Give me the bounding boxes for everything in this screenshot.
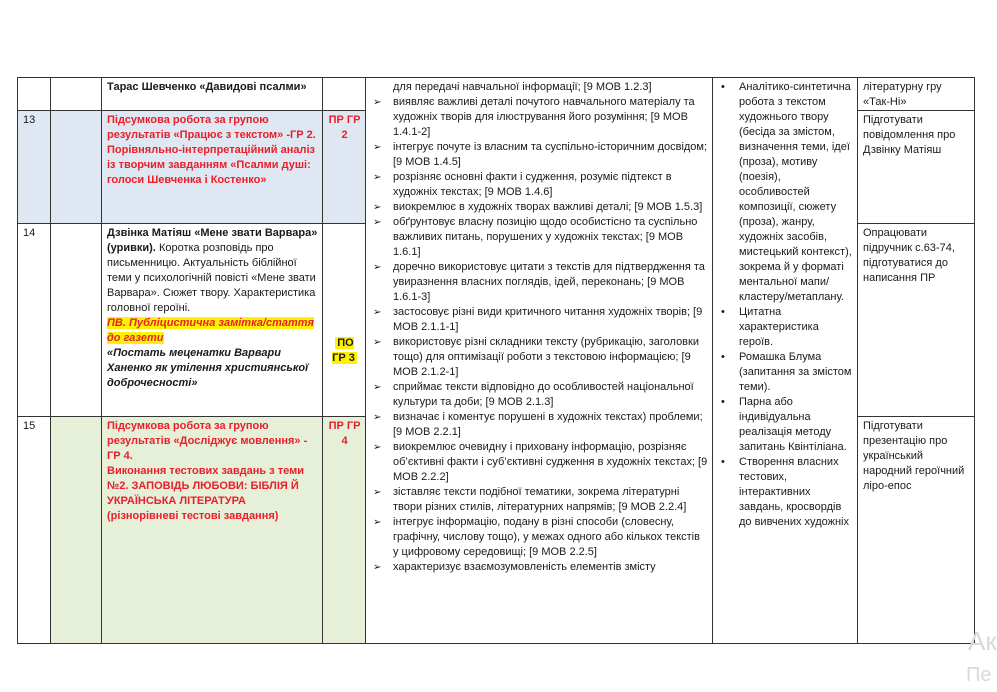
num-cell: 14 (18, 224, 51, 417)
topic-red-subheading: Виконання тестових завдань з теми №2. ЗАПОВІДЬ ЛЮБОВИ: БІБЛІЯ Й УКРАЇНСЬКА ЛІТЕРАТУРА (різнорівневі тестові завдання) (107, 465, 304, 522)
type-cell: ПР ГР 4 (323, 417, 366, 644)
topic-red-heading: Підсумкова робота за групою результатів «Працює з текстом» -ГР 2. (107, 114, 316, 141)
homework-cell (858, 417, 975, 644)
method-item: • Ромашка Блума (запитання за змістом теми). (718, 350, 853, 395)
topic-cell (102, 224, 323, 417)
topic-cell (102, 111, 323, 224)
watermark-line-1: Ак (968, 626, 997, 656)
num-cell: 13 (18, 111, 51, 224)
outcome-item: ➢ характеризує взаємозумовленість елементів змісту (371, 560, 708, 575)
outcome-item: ➢ виявляє важливі деталі почутого навчального матеріалу та художніх творів для ілюстрування його розуміння; [9 МОВ 1.4.1-2] (371, 95, 708, 140)
outcome-item: ➢ обґрунтовує власну позицію щодо особистісно та суспільно важливих питань, порушених у художніх текстах; [9 МОВ 1.6.1] (371, 215, 708, 260)
outcome-item: ➢ застосовує різні види критичного читання художніх творів; [9 МОВ 2.1.1-1] (371, 305, 708, 335)
type-cell: ПР ГР 2 (323, 111, 366, 224)
method-item: • Створення власних тестових, інтерактивних завдань, кросвордів до вивчених художніх (718, 455, 853, 530)
topic-title: Дзвінка Матіяш «Мене звати Варвара» (уривки). (107, 227, 318, 254)
outcome-item: ➢ виокремлює в художніх творах важливі деталі; [9 МОВ 1.5.3] (371, 200, 708, 215)
watermark-line-2: Пе (966, 664, 992, 686)
homework-cell (858, 224, 975, 417)
homework-cell (858, 78, 975, 111)
topic-highlight: ПВ. Публіцистична замітка/стаття до газети (107, 317, 315, 344)
outcome-item: для передачі навчальної інформації; [9 МОВ 1.2.3] (393, 81, 652, 93)
homework-cell (858, 111, 975, 224)
blank-cell (51, 78, 102, 111)
outcome-item: ➢ використовує різні складники тексту (рубрикацію, заголовки тощо) для оптимізації роботи з текстовою інформацією; [9 МОВ 2.1.2-1] (371, 335, 708, 380)
type-badge: ПО ГР 3 (332, 337, 355, 364)
method-item: • Аналітико-синтетична робота з текстом художнього твору (бесіда за змістом, визначення теми, ідеї (проза), мотиву (поезія), особливостей композиції, сюжету (проза), жанру, художніх засобів, мистецький контекст), зокрема й у форматі ментальної мапи/кластеру/метаплану. (718, 80, 853, 305)
num-cell (18, 78, 51, 111)
outcome-item: ➢ зіставляє тексти подібної тематики, зокрема літературні твори різних стилів, літературних напрямів; [9 МОВ 2.2.4] (371, 485, 708, 515)
topic-red-heading: Підсумкова робота за групою результатів «Досліджує мовлення» - ГР 4. (107, 420, 308, 462)
type-cell (323, 78, 366, 111)
outcome-item: ➢ визначає і коментує порушені в художніх текстах) проблеми; [9 МОВ 2.2.1] (371, 410, 708, 440)
topic-italic: «Постать меценатки Варвари Ханенко як утілення християнської доброчесності» (107, 347, 309, 389)
homework-text: літературну гру «Так-Ні» (863, 81, 942, 108)
topic-cell (102, 417, 323, 644)
lesson-plan-table (17, 77, 975, 644)
outcome-item: ➢ інтегрує почуте із власним та суспільно-історичним досвідом; [9 МОВ 1.4.5] (371, 140, 708, 170)
outcomes-list (371, 80, 708, 575)
outcome-item: ➢ інтегрує інформацію, подану в різні способи (словесну, графічну, числову тощо), у межах одного або кількох текстів у цифровому середовищі; [9 МОВ 2.2.5] (371, 515, 708, 560)
homework-text: Підготувати презентацію про український народний героїчний ліро-епос (863, 420, 965, 492)
outcome-item: ➢ розрізняє основні факти і судження, розуміє підтекст в художніх текстах; [9 МОВ 1.4.6] (371, 170, 708, 200)
outcomes-cell (366, 78, 713, 644)
outcome-item: ➢ доречно використовує цитати з текстів для підтвердження та увиразнення власних поглядів, ідей, переконань; [9 МОВ 1.6.1-3] (371, 260, 708, 305)
topic-title: Тарас Шевченко «Давидові псалми» (107, 81, 307, 93)
methods-cell (713, 78, 858, 644)
methods-list (718, 80, 853, 530)
method-item: • Цитатна характеристика героїв. (718, 305, 853, 350)
topic-red-subheading: Порівняльно-інтерпретаційний аналіз із творчим завданням «Псалми душі: голоси Шевченка і Костенко» (107, 144, 315, 186)
homework-text: Опрацювати підручник с.63-74, підготуватися до написання ПР (863, 227, 955, 284)
type-cell (323, 224, 366, 417)
outcome-item: ➢ сприймає тексти відповідно до особливостей національної культури та доби; [9 МОВ 2.1.3] (371, 380, 708, 410)
method-item: • Парна або індивідуальна реалізація методу запитань Квінтіліана. (718, 395, 853, 455)
outcome-item: ➢ виокремлює очевидну і приховану інформацію, розрізняє об’єктивні факти і суб’єктивні судження в художніх текстах; [9 МОВ 2.2.2] (371, 440, 708, 485)
topic-cell (102, 78, 323, 111)
blank-cell (51, 417, 102, 644)
num-cell: 15 (18, 417, 51, 644)
homework-text: Підготувати повідомлення про Дзвінку Матіяш (863, 114, 956, 156)
table-row (18, 78, 975, 111)
topic-description: Коротка розповідь про письменницю. Актуальність біблійної теми у психологічній повісті «Мене звати Варвара». Сюжет твору. Характеристика головної героїні. (107, 242, 316, 314)
blank-cell (51, 224, 102, 417)
blank-cell (51, 111, 102, 224)
